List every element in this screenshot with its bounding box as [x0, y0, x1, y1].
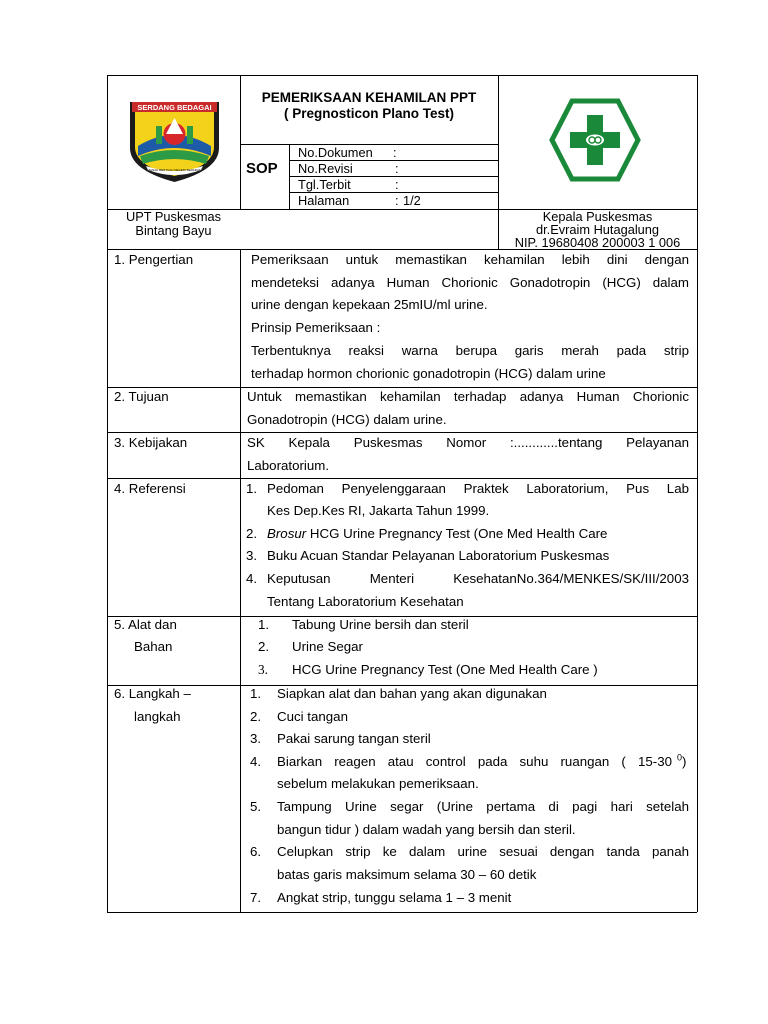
langkah-line: Cuci tangan [277, 709, 348, 724]
section-label-pengertian: 1. Pengertian [114, 252, 194, 267]
kebijakan-line: SK Kepala Puskesmas Nomor :............tentang Pelayanan [247, 435, 689, 450]
section-label-alat-cont: Bahan [134, 639, 173, 654]
logo-banner-text: SERDANG BEDAGAI [137, 103, 212, 112]
document-title: PEMERIKSAAN KEHAMILAN PPT [261, 90, 477, 105]
pengertian-line: Prinsip Pemeriksaan : [251, 320, 381, 335]
langkah-line: Pakai sarung tangan steril [277, 731, 431, 746]
langkah-num: 5. [250, 799, 262, 814]
referensi-line: Keputusan Menteri KesehatanNo.364/MENKES/SK/III/2003 [267, 571, 689, 586]
degree-superscript: 0 [677, 752, 683, 763]
referensi-num: 1. [246, 481, 258, 496]
rule-col1-body [240, 249, 241, 912]
referensi-line: Pedoman Penyelenggaraan Praktek Laboratorium, Pus Lab [267, 481, 689, 496]
meta-label-terbit: Tgl.Terbit [298, 177, 351, 192]
head-nip: NIP. 19680408 200003 1 006 [514, 235, 681, 250]
alat-num: 3. [258, 662, 268, 677]
kebijakan-line: Laboratorium. [247, 458, 330, 473]
pengertian-line: Terbentuknya reaksi warna berupa garis merah pada strip [251, 343, 689, 358]
langkah-num: 4. [250, 754, 262, 769]
langkah-line: batas garis maksimum selama 30 – 60 detik [277, 867, 537, 882]
langkah-line: sebelum melakukan pemeriksaan. [277, 776, 479, 791]
langkah-line: Siapkan alat dan bahan yang akan digunakan [277, 686, 547, 701]
referensi-line: Kes Dep.Kes RI, Jakarta Tahun 1999. [267, 503, 490, 518]
alat-num: 1. [258, 617, 270, 632]
rule-right [697, 75, 698, 912]
pengertian-line: terhadap hormon chorionic gonadotropin (HCG) dalam urine [251, 366, 606, 381]
langkah-line: bangun tidur ) dalam wadah yang bersih dan steril. [277, 822, 576, 837]
section-label-langkah: 6. Langkah – [114, 686, 191, 701]
pengertian-line: Pemeriksaan untuk memastikan kehamilan lebih dini dengan [251, 252, 689, 267]
langkah-line: Biarkan reagen atau control pada suhu ruangan ( 15-30 [277, 754, 672, 769]
alat-item: Urine Segar [292, 639, 363, 654]
meta-sep-halaman: : [395, 193, 399, 208]
pengertian-line: mendeteksi adanya Human Chorionic Gonadotropin (HCG) dalam [251, 275, 689, 290]
closing-paren: ) [682, 754, 687, 769]
rule-row3 [107, 478, 697, 479]
referensi-num: 2. [246, 526, 258, 541]
tujuan-line: Untuk memastikan kehamilan terhadap adanya Human Chorionic [247, 389, 689, 404]
langkah-line-suffix [677, 754, 686, 770]
section-label-alat: 5. Alat dan [114, 617, 177, 632]
sop-label: SOP [246, 160, 278, 177]
referensi-italic-word: Brosur [267, 526, 307, 541]
meta-label-halaman: Halaman [298, 193, 350, 208]
rule-left [107, 75, 108, 912]
langkah-num: 1. [250, 686, 262, 701]
langkah-line: Tampung Urine segar (Urine pertama di pagi hari setelah [277, 799, 689, 814]
pengertian-line: urine dengan kepekaan 25mIU/ml urine. [251, 297, 488, 312]
head-title: Kepala Puskesmas [542, 209, 653, 224]
langkah-line: Celupkan strip ke dalam urine sesuai dengan tanda panah [277, 844, 689, 859]
alat-item: Tabung Urine bersih dan steril [292, 617, 469, 632]
langkah-line: Angkat strip, tunggu selama 1 – 3 menit [277, 890, 512, 905]
meta-label-dokumen: No.Dokumen [298, 145, 373, 160]
section-label-referensi: 4. Referensi [114, 481, 186, 496]
rule-row1 [107, 387, 697, 388]
langkah-num: 7. [250, 890, 262, 905]
section-label-tujuan: 2. Tujuan [114, 389, 169, 404]
langkah-num: 3. [250, 731, 262, 746]
rule-row2 [107, 432, 697, 433]
puskesmas-logo [549, 98, 641, 182]
langkah-num: 6. [250, 844, 262, 859]
rule-top [107, 75, 697, 76]
referensi-line: Buku Acuan Standar Pelayanan Laboratorium Puskesmas [267, 548, 610, 563]
meta-sep-terbit: : [395, 177, 399, 192]
meta-value-halaman: 1/2 [403, 193, 421, 208]
head-name: dr.Evraim Hutagalung [535, 222, 660, 237]
tujuan-line: Gonadotropin (HCG) dalam urine. [247, 412, 447, 427]
referensi-line-text: HCG Urine Pregnancy Test (One Med Health Care [306, 526, 608, 541]
unit-name-line2: Bintang Bayu [135, 223, 212, 238]
referensi-num: 3. [246, 548, 258, 563]
rule-bottom [107, 912, 697, 913]
langkah-num: 2. [250, 709, 262, 724]
unit-name-line1: UPT Puskesmas [125, 209, 222, 224]
referensi-num: 4. [246, 571, 258, 586]
alat-num: 2. [258, 639, 270, 654]
referensi-line: Tentang Laboratorium Kesehatan [267, 594, 464, 609]
alat-item: HCG Urine Pregnancy Test (One Med Health Care ) [292, 662, 598, 677]
section-label-langkah-cont: langkah [134, 709, 181, 724]
serdang-bedagai-logo [126, 96, 223, 184]
meta-label-revisi: No.Revisi [298, 161, 353, 176]
meta-sep-revisi: : [395, 161, 399, 176]
logo-motto-text: TANAH BERTUAH NEGERI BERADAT [148, 168, 201, 172]
section-label-kebijakan: 3. Kebijakan [114, 435, 188, 450]
meta-sep-dokumen: : [393, 145, 397, 160]
document-subtitle: ( Pregnosticon Plano Test) [283, 106, 454, 121]
referensi-line [267, 526, 607, 542]
